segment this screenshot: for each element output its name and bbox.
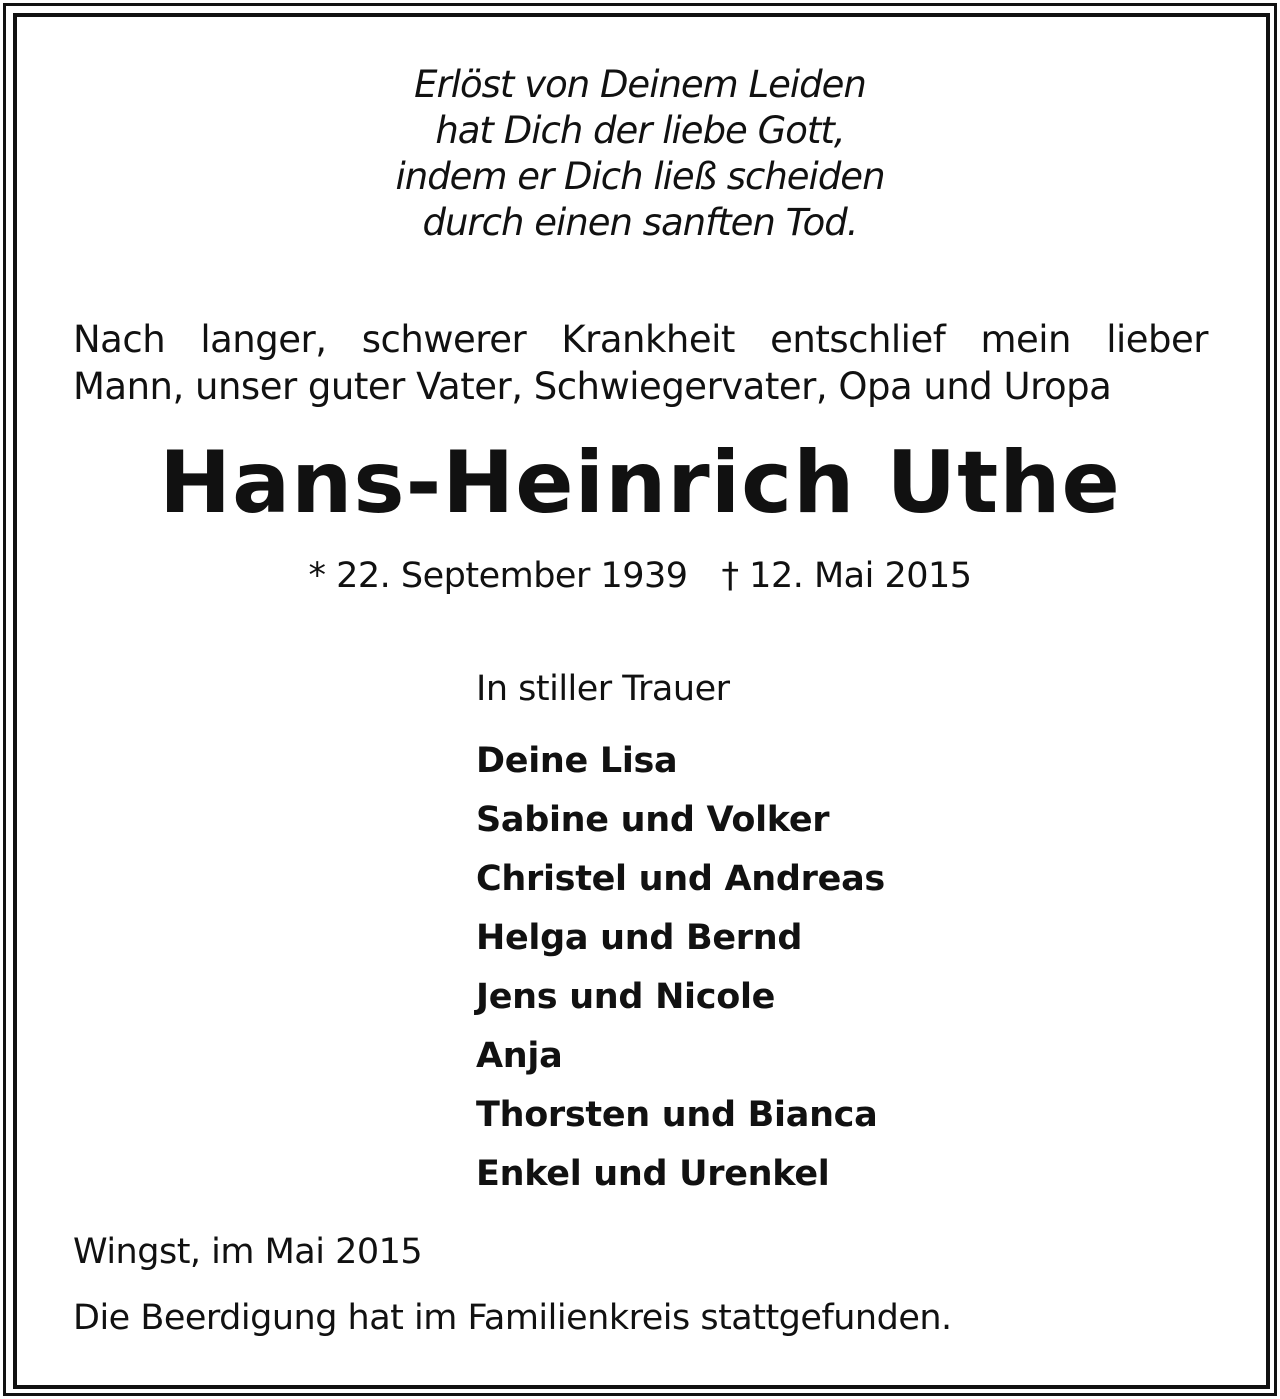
poem-line: Erlöst von Deinem Leiden: [414, 63, 866, 106]
family-member: Enkel und Urenkel: [476, 1154, 830, 1194]
family-member: Christel und Andreas: [476, 859, 885, 899]
place-date: Wingst, im Mai 2015: [73, 1232, 423, 1272]
life-dates: [0, 553, 1280, 599]
family-member: Thorsten und Bianca: [476, 1095, 878, 1135]
poem-line: hat Dich der liebe Gott,: [435, 109, 845, 152]
family-list: [476, 732, 885, 1204]
family-member: Anja: [476, 1036, 563, 1076]
poem-line: durch einen sanften Tod.: [422, 201, 858, 244]
family-member: Jens und Nicole: [476, 977, 776, 1017]
family-member: Deine Lisa: [476, 741, 678, 781]
funeral-note: Die Beerdigung hat im Familienkreis stattgefunden.: [73, 1298, 952, 1338]
mourning-heading: In stiller Trauer: [476, 669, 730, 709]
poem-line: indem er Dich ließ scheiden: [395, 155, 885, 198]
intro-line: Nach langer, schwerer Krankheit entschlief mein lieber: [73, 318, 1208, 361]
poem: [0, 62, 1280, 246]
family-member: Helga und Bernd: [476, 918, 803, 958]
intro-line: Mann, unser guter Vater, Schwiegervater, Opa und Uropa: [73, 365, 1112, 408]
intro-text: [73, 316, 1208, 410]
death-date: † 12. Mai 2015: [721, 556, 972, 596]
family-member: Sabine und Volker: [476, 800, 830, 840]
deceased-name: Hans-Heinrich Uthe: [159, 433, 1121, 533]
birth-date: * 22. September 1939: [308, 556, 688, 596]
